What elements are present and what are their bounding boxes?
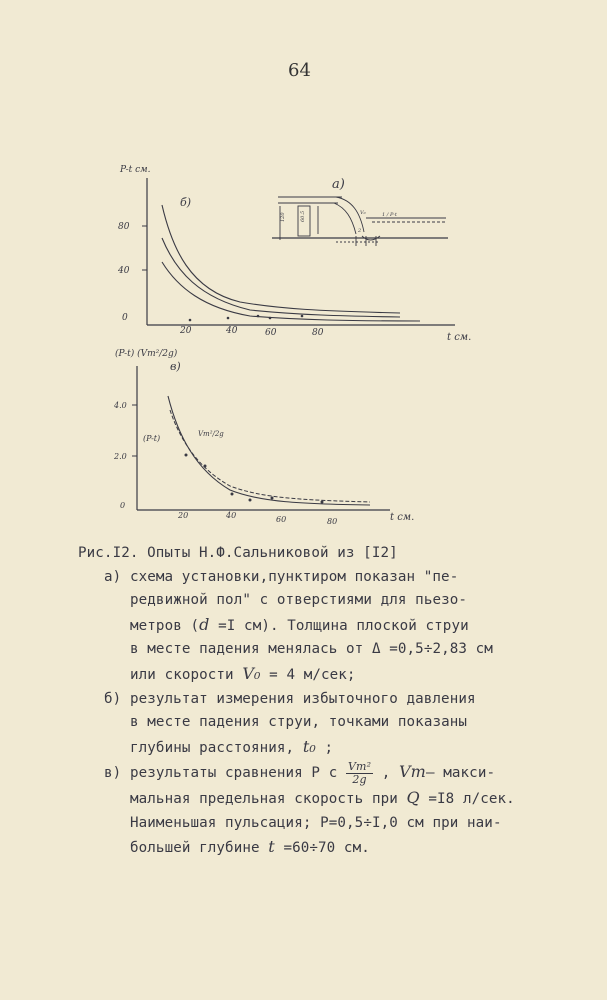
lower-y-tick-4: 4.0: [114, 401, 127, 410]
caption-c-t: t: [268, 837, 275, 857]
upper-x-axis-label: t см.: [447, 332, 472, 343]
caption-c-line2: мальная предельная скорость при Q =I8 л/сек.: [130, 787, 515, 807]
lower-x-tick-80: 80: [327, 517, 338, 526]
lower-curve-2: [170, 410, 370, 502]
caption-a-marker: а): [104, 568, 122, 585]
caption-c-marker: в): [104, 765, 122, 782]
caption-c-line3: Наименьшая пульсация; P=0,5÷I,0 см при наи-: [130, 814, 502, 831]
lower-x-tick-60: 60: [276, 515, 287, 524]
caption-a-text1: схема установки,пунктиром показан "пе-: [129, 568, 459, 585]
caption-c-fraction: $\frac{\text{Vm²}}{2g}$: [348, 759, 372, 786]
caption-c-q: Q: [406, 787, 420, 807]
lower-curve1-label: (P-t): [143, 434, 161, 443]
svg-text:V₀: V₀: [360, 210, 366, 216]
caption-b-marker: б): [104, 690, 122, 707]
svg-text:60.5: 60.5: [300, 210, 306, 222]
upper-curve-label: б): [180, 196, 192, 209]
upper-x-tick-60: 60: [265, 328, 277, 338]
lower-y-axis-label: (P-t) (Vm²/2g): [115, 349, 178, 359]
caption-a-v0: V₀: [242, 663, 261, 683]
caption-c-vm: Vm: [399, 762, 426, 782]
lower-y-tick-2: 2.0: [114, 452, 127, 461]
lower-x-tick-20: 20: [178, 511, 189, 520]
lower-x-axis-label: t см.: [390, 512, 415, 523]
lower-x-tick-40: 40: [226, 511, 237, 520]
upper-x-tick-80: 80: [312, 328, 324, 338]
svg-text:120: 120: [280, 212, 286, 222]
caption-a-line4: в месте падения менялась от Δ =0,5÷2,83 см: [130, 641, 493, 658]
lower-curve2-label: Vm²/2g: [198, 430, 224, 438]
upper-y-axis-label: P-t см.: [120, 165, 151, 175]
upper-x-tick-20: 20: [180, 326, 192, 336]
lower-panel-label: в): [170, 360, 181, 373]
caption-c-line1: в) результаты сравнения P с $\frac{\text{Vm²}}{2g}$ , Vm— макси-: [104, 759, 496, 786]
caption-title: Рис.I2. Опыты Н.Ф.Сальниковой из [I2]: [78, 545, 398, 561]
lower-curve-1: [168, 396, 370, 505]
upper-x-tick-40: 40: [226, 326, 238, 336]
inset-schematic: [272, 197, 448, 246]
figure-caption: [78, 542, 578, 861]
lower-dots: [185, 454, 324, 504]
caption-c-line4: большей глубине t =60÷70 см.: [130, 837, 370, 857]
lower-y-tick-0: 0: [120, 501, 126, 510]
caption-a-symbol: d: [199, 614, 210, 634]
caption-a-line1: [78, 566, 578, 590]
chart-lower: [132, 366, 390, 510]
caption-a-line3: метров (d =I см). Толщина плоской струи: [130, 614, 469, 634]
upper-y-tick-0: 0: [122, 313, 128, 323]
page-number: 64: [288, 60, 311, 81]
upper-y-tick-80: 80: [118, 222, 130, 232]
caption-a-line5: или скорости V₀ = 4 м/сек;: [130, 663, 356, 683]
inset-label: а): [332, 177, 345, 192]
svg-text:1 / P-t: 1 / P-t: [382, 212, 397, 218]
caption-a-line2: редвижной пол" с отверстиями для пьезо-: [130, 592, 468, 609]
caption-b-line2: в месте падения струи, точками показаны: [130, 714, 468, 731]
upper-curve-2: [162, 238, 400, 317]
upper-y-tick-40: 40: [118, 266, 130, 276]
svg-text:2: 2: [358, 228, 362, 234]
caption-b-line1: б) результат измерения избыточного давления: [104, 690, 476, 707]
caption-b-line3: глубины расстояния, t₀ ;: [130, 736, 334, 756]
caption-b-t0: t₀: [302, 736, 316, 756]
